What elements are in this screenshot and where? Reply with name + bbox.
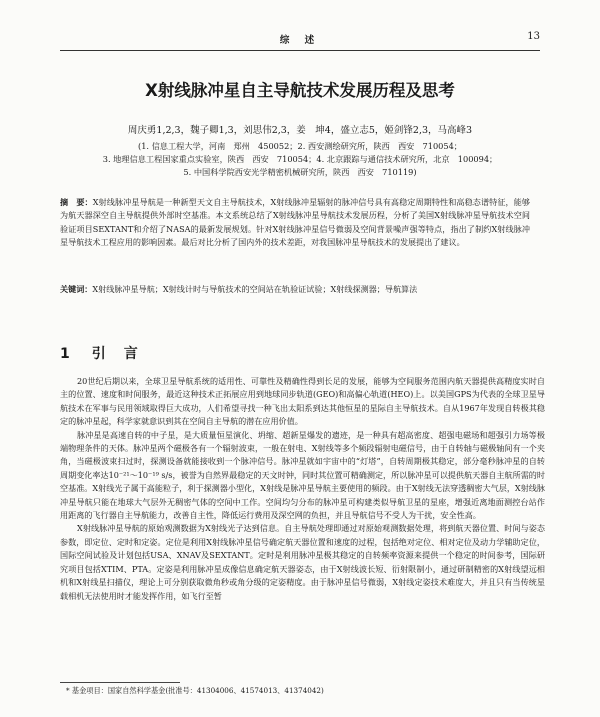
page-number: 13 — [527, 31, 540, 42]
section-number: 1 — [60, 346, 72, 362]
abstract-label: 摘 要： — [60, 197, 93, 207]
body-paragraph-1: 20世纪后期以来，全球卫星导航系统的适用性、可靠性及精确性得到长足的发展，能够为空间服务范围内航天器提供高精度实时自主的位置、速度和时间服务，最近这种技术正拓展应用到地球同步轨道(GEO)和高偏心轨道(HEO)上。以美国GPS为代表的全球卫星导航技术在军事与民用领域取得巨大成功，人们希望寻找一种飞出太阳系到达其他恒星的星际自主导航技术。自从1967年发现自转极其稳定的脉冲星起，科学家就意识到其在空间自主导航的潜在应用价值。 — [60, 376, 545, 427]
affiliation-line-2: 3. 地理信息工程国家重点实验室，陕西 西安 710054；4. 北京跟踪与通信技术研究所，北京 100094； — [102, 154, 498, 164]
keywords — [60, 283, 530, 296]
keywords-text: X射线脉冲星导航；X射线计时与导航技术的空间站在轨验证试验；X射线探测器；导航算法 — [92, 284, 418, 294]
affiliation-line-3: 5. 中国科学院西安光学精密机械研究所，陕西 西安 710119) — [183, 167, 417, 177]
running-header — [60, 28, 540, 51]
section-heading — [60, 343, 160, 363]
abstract-text: X射线脉冲星导航是一种新型天文自主导航技术，X射线脉冲星辐射的脉冲信号具有高稳定周期特性和高稳态谱特征，能够为航天器深空自主导航提供外部时空基准。本文系统总结了X射线脉冲星导航技术发展历程，分析了美国X射线脉冲星导航技术空间验证项目SEXTANT和介绍了NASA的最新发展规划。针对X射线脉冲星信号微弱及空间背景噪声强等特点，指出了制约X射线脉冲星导航技术工程应用的影响因素。最后对比分析了国内外的技术差距，对我国脉冲星导航技术的发展提出了建议。 — [60, 197, 530, 247]
keywords-label: 关键词： — [60, 284, 93, 294]
header-section: 综 述 — [279, 35, 321, 46]
body-paragraph-3: X射线脉冲星导航的原始观测数据为X射线光子达到信息。自主导航处理即通过对原始观测数据处理，将到航天器位置、时间与姿态参数，即定位、定时和定姿。定位是利用X射线脉冲星信号确定航天器位置和速度的过程，包括绝对定位、相对定位及动力学辅助定位，国际空间试验及计划包括USA、XNAV及SEXTANT。定时是利用脉冲星极其稳定的自转频率资源来提供一个稳定的时间参考，国际研究项目包括XTIM、PTA。定姿是利用脉冲星成像信息确定航天器姿态，由于X射线波长短、衍射限制小，通过研制精密的X射线望远相机和X射线星扫描仪，理论上可分别获取微角秒或角分级的定姿精度。由于脉冲星信号微弱，X射线定姿技术难度大，并且只有当传统星载相机无法使用时才能发挥作用，如飞行至暂 — [60, 523, 545, 601]
body-paragraph-2: 脉冲星是高速自转的中子星，是大质量恒星演化、坍缩、超新星爆发的遗迹，是一种具有超高密度、超强电磁场和超强引力场等极端物理条件的天体。脉冲星两个磁极各有一个辐射波束，一般在射电、X射线等多个频段辐射电磁信号，由于自转轴与磁极轴间有一个夹角，当磁极波束扫过时，探测设备就能接收到一个脉冲信号。脉冲星就如宇宙中的“灯塔”，自转周期极其稳定，部分毫秒脉冲星的自转周期变化率达10⁻²¹～10⁻¹⁹ s/s，被誉为自然界最稳定的天文时钟，同时其位置可精确测定，所以脉冲星可以提供航天器自主航所需的时空基准。X射线光子属于高能粒子，利于探测器小型化，X射线是脉冲星导航主要使用的频段。由于X射线无法穿透稠密大气层，X射线脉冲星导航只能在地球大气层外无稠密气体的空间中工作。空间均匀分布的脉冲星可构建类似导航卫星的星座，增强近离地面测控台站作用距离的飞行器自主导航能力，改善自主性，降低运行费用及深空网的负担，并且导航信号不受人为干扰，安全性高。 — [60, 429, 545, 521]
affiliation-line-1: (1. 信息工程大学，河南 郑州 450052；2. 西安测绘研究所，陕西 西安 710054； — [138, 141, 462, 151]
paper-title: X射线脉冲星自主导航技术发展历程及思考 — [145, 81, 455, 100]
author-list: 周庆勇1,2,3，魏子卿1,3，刘思伟2,3，姜 坤4，盛立志5，姬剑锋2,3，马高峰3 — [127, 125, 473, 136]
abstract — [60, 196, 530, 249]
section-title: 引 言 — [91, 346, 140, 362]
body-text — [60, 375, 545, 603]
funding-footnote: * 基金项目：国家自然科学基金(批准号：41304006、41574013、41374042) — [66, 686, 324, 695]
footnote-rule — [60, 682, 180, 683]
